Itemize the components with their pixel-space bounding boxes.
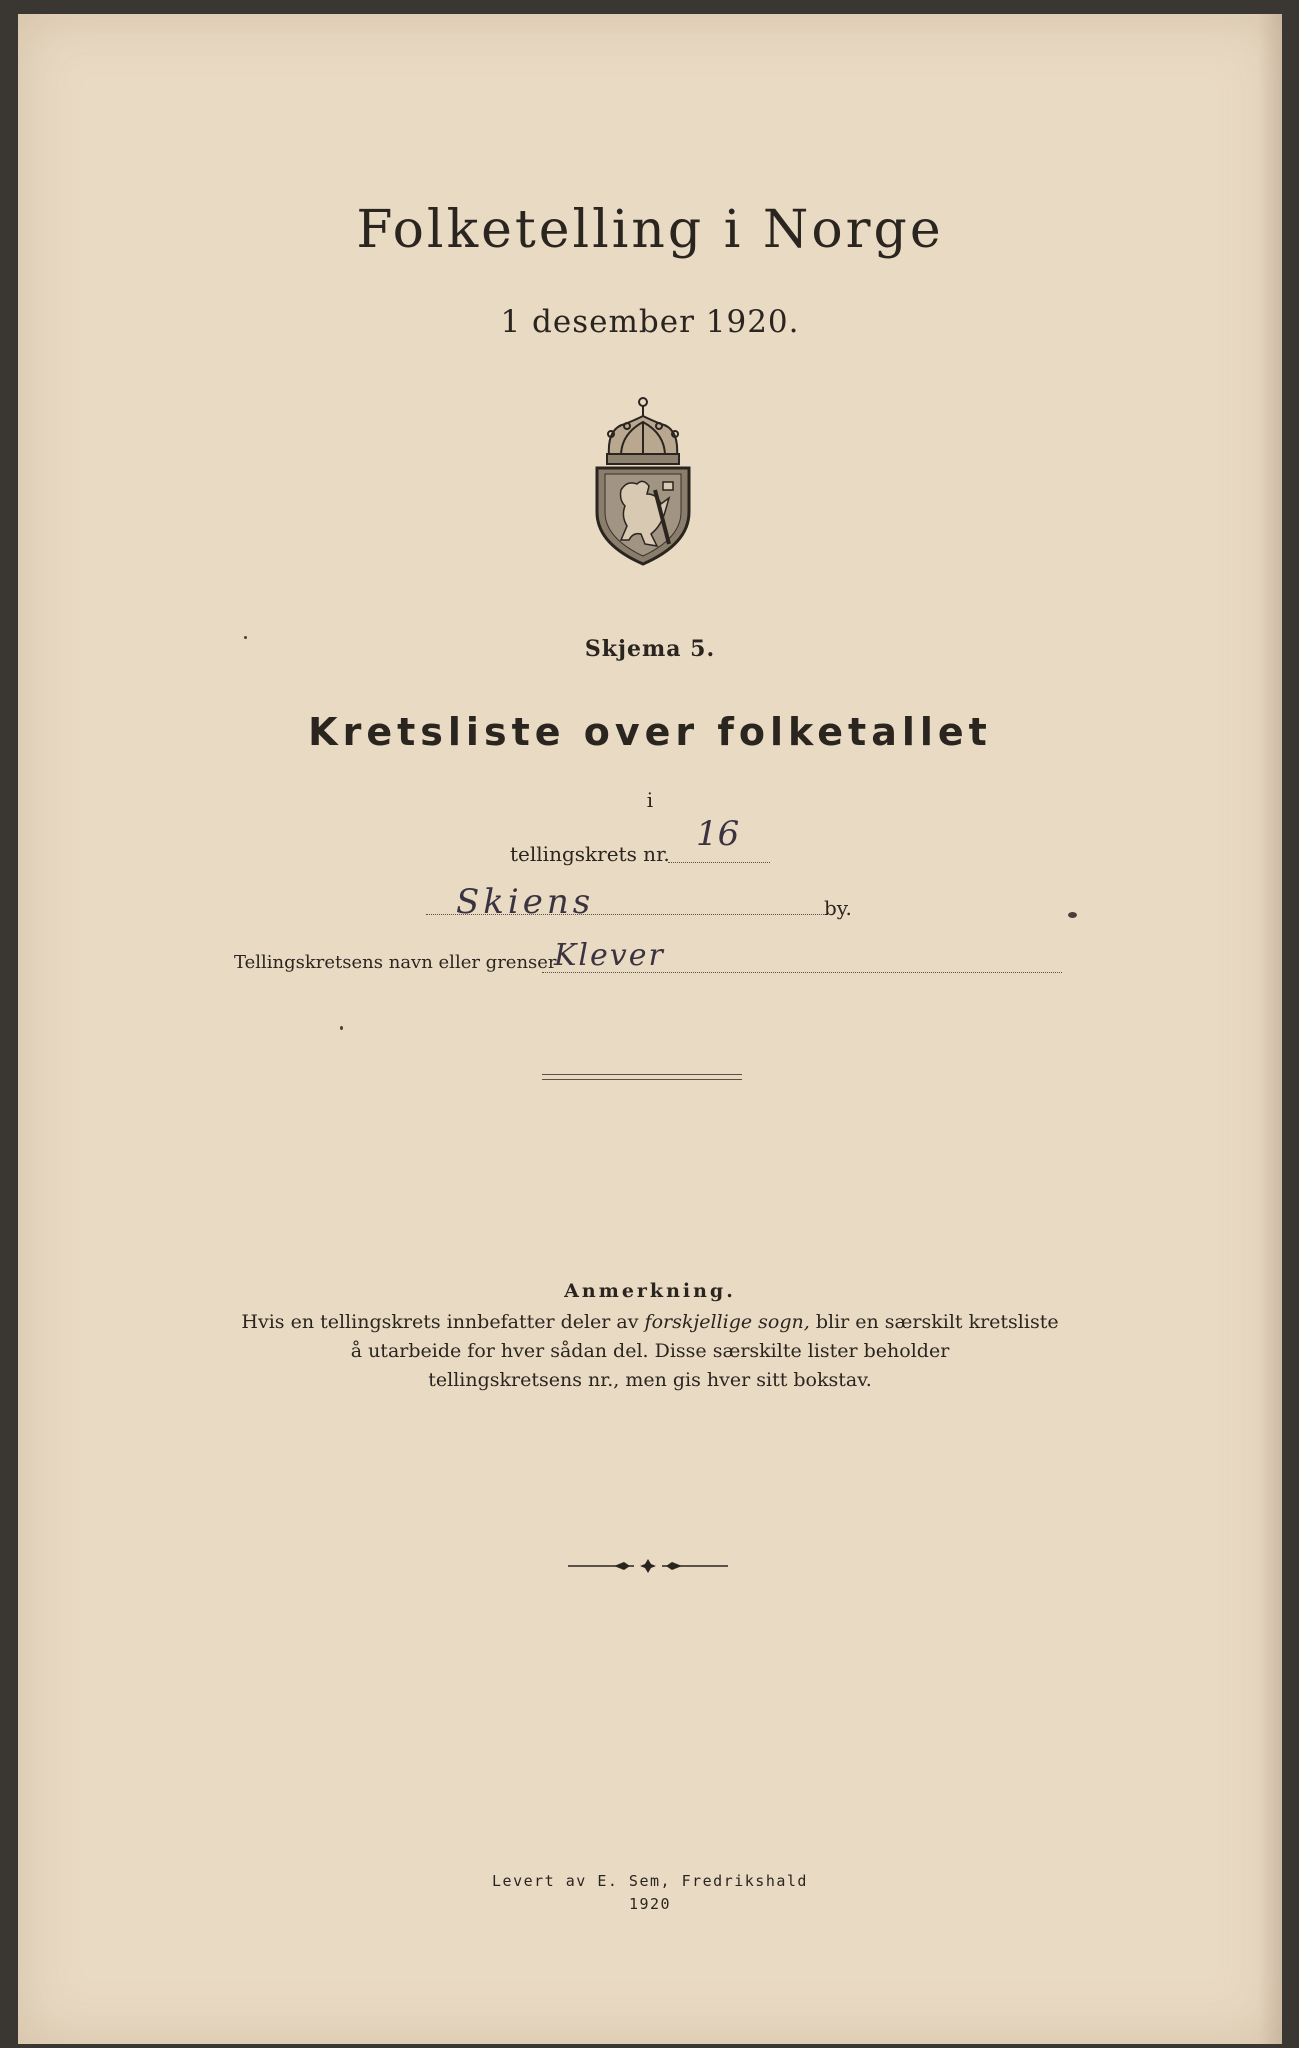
page-title: Folketelling i Norge [356,200,944,260]
ornament-divider [568,1558,728,1574]
ink-speck [244,636,247,639]
ink-speck [340,1026,343,1030]
city-handwritten: Skiens [456,882,595,922]
district-number-line[interactable] [668,862,770,863]
census-form-page [18,14,1282,2044]
note-line-1 [18,1308,1282,1337]
note-heading: Anmerkning. [564,1280,736,1302]
printer-year: 1920 [628,1895,672,1913]
note-line-2: å utarbeide for hver sådan del. Disse særskilte lister beholder [350,1340,950,1362]
district-label: tellingskrets nr. [510,842,670,866]
note-line-3: tellingskretsens nr., men gis hver sitt bokstav. [428,1369,872,1391]
census-date: 1 desember 1920. [500,304,800,340]
boundaries-label: Tellingskretsens navn eller grenser [234,952,557,973]
note-line-1-prefix: Hvis en tellingskrets innbefatter deler av [241,1311,645,1333]
norwegian-coat-of-arms-icon [591,394,695,566]
schema-number: Skjema 5. [584,636,716,662]
ink-speck [1068,912,1077,918]
note-line-1-emphasis: forskjellige sogn, [644,1311,810,1333]
note-body [18,1308,1282,1395]
printer-name: Levert av E. Sem, Fredrikshald [492,1872,808,1890]
section-divider [542,1074,742,1080]
district-number-handwritten: 16 [696,814,740,854]
form-heading: Kretsliste over folketallet [308,710,992,754]
printer-imprint [18,1870,1282,1916]
note-line-1-suffix: blir en særskilt kretsliste [809,1311,1059,1333]
connector-word: i [646,788,654,812]
boundaries-handwritten: Klever [554,938,665,973]
city-suffix: by. [824,896,852,920]
